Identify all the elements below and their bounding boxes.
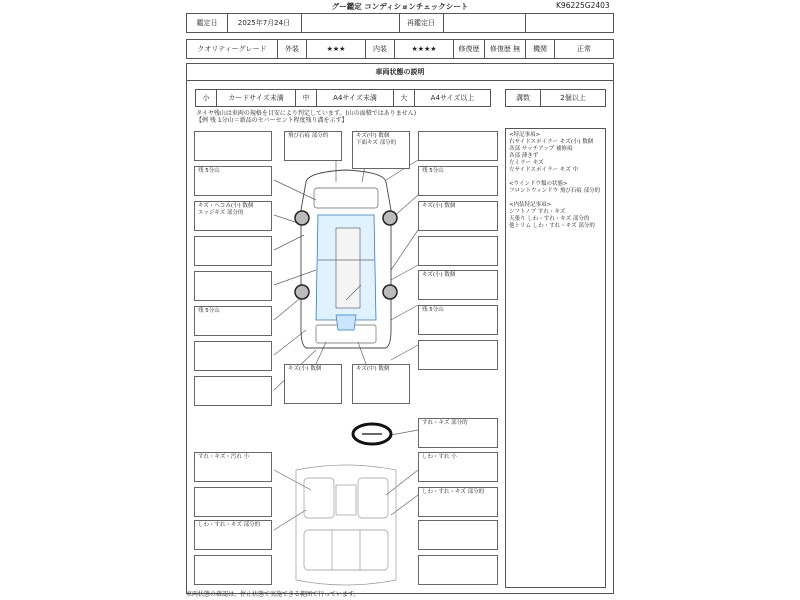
legend-large-desc: A4サイズ以上 (430, 94, 475, 102)
interior-box-left-1: すれ・キズ・汚れ 小 (194, 452, 272, 482)
reappraisal-date-label: 再鑑定日 (407, 19, 435, 27)
document-id: K96225G2403 (556, 1, 610, 10)
legend-large: 大 (400, 94, 408, 102)
interior-box-left-2 (194, 487, 272, 517)
quality-grade-row (186, 39, 614, 59)
quality-grade-label: クオリティーグレード (197, 45, 267, 53)
damage-box-left-5 (194, 271, 272, 301)
tread-count-box (505, 89, 606, 107)
steering-wheel-note: すれ・キズ 部分的 (418, 418, 498, 448)
legend-small-desc: カードサイズ未満 (228, 94, 284, 102)
damage-box-left-2: 残 5分山 (194, 166, 272, 196)
damage-box-left-7 (194, 341, 272, 371)
document-title: グー鑑定 コンディションチェックシート (331, 2, 469, 11)
exterior-stars: ★★★ (326, 45, 346, 53)
damage-box-left-6: 残 5分山 (194, 306, 272, 336)
legend-medium-desc: A4サイズ未満 (333, 94, 377, 102)
interior-box-right-3 (418, 520, 498, 550)
interior-box-right-1: しわ・すれ 小 (418, 452, 498, 482)
damage-box-left-3: キズ・ヘコみ(小) 数個 エッジキズ 部分的 (194, 201, 272, 231)
damage-box-left-8 (194, 376, 272, 406)
mechanical-value: 正常 (577, 45, 591, 53)
interior-box-right-2: しわ・すれ・キズ 部分的 (418, 487, 498, 517)
tire-note-2: 【例 残 1分山＝新品のセバーセント程度残り溝を示す】 (196, 117, 348, 124)
interior-stars: ★★★★ (411, 45, 437, 53)
special-notes-panel (505, 128, 606, 588)
damage-box-bottom-2: キズ(中) 数個 (352, 364, 410, 404)
damage-box-bottom-1: キズ(小) 数個 (284, 364, 342, 404)
legend-small: 小 (202, 94, 210, 102)
damage-box-right-7 (418, 340, 498, 370)
damage-box-right-4 (418, 236, 498, 266)
tire-note-1: タイヤ残山は車両の規格を目安により判定しています。(山の面積ではありません) (196, 110, 417, 117)
appraisal-date-label: 鑑定日 (196, 19, 218, 27)
repair-history-label: 修復歴 (458, 45, 480, 53)
appraisal-date-value: 2025年7月24日 (237, 19, 291, 27)
tread-count-label: 溝数 (516, 94, 530, 102)
mechanical-label: 機関 (533, 45, 547, 53)
damage-box-right-2: 残 5分山 (418, 166, 498, 196)
interior-box-right-4 (418, 555, 498, 585)
interior-box-left-3: しわ・すれ・キズ 部分的 (194, 520, 272, 550)
special-notes-text: <特記事項> 右サイドスポイラー キズ(小) 数個 各部 サッチアップ 補修痕 各部 薄きず 左ミラー キズ 左サイドスポイラー キズ 中 <ウインドウ類の状態> フロントウィンドウ 飛び石痕 部分的 <内装特記事項> シフトノブ すれ・キズ 天張り しわ・すれ・キズ 部分的 他トリム しわ・すれ・キズ 部分的 (509, 132, 601, 229)
repair-history-value: 修復歴 無 (489, 45, 521, 53)
damage-size-legend (195, 89, 491, 107)
exterior-label: 外装 (285, 45, 299, 53)
reappraisal-date-value (444, 14, 524, 32)
damage-box-left-4 (194, 236, 272, 266)
appraisal-info-row (186, 13, 614, 33)
damage-box-right-6: 残 5分山 (418, 305, 498, 335)
damage-box-top-1: 飛び石痕 部分的 (284, 131, 342, 161)
damage-box-top-2: キズ(中) 数個 下面キズ 部分的 (352, 131, 410, 169)
interior-box-left-4 (194, 555, 272, 585)
damage-box-left-1 (194, 131, 272, 161)
legend-medium: 中 (302, 94, 310, 102)
damage-box-right-5: キズ(小) 数個 (418, 270, 498, 300)
interior-label: 内装 (373, 45, 387, 53)
section-title: 車両状態の説明 (375, 68, 425, 76)
footer-note: 車両状態の確認は、停止状態で実施できる範囲で行っています。 (186, 591, 360, 598)
damage-box-right-3: キズ(小) 数個 (418, 201, 498, 231)
damage-box-right-1 (418, 131, 498, 161)
tread-count-value: 2個以上 (560, 94, 586, 102)
